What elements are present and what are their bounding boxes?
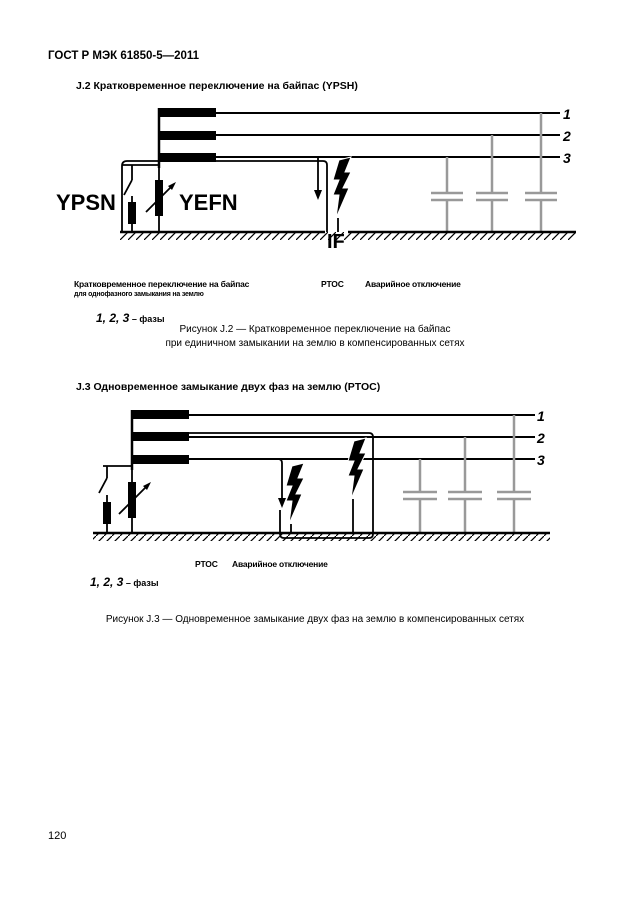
label-if: IF: [327, 231, 345, 253]
phase-number-1-j3: 1: [537, 408, 545, 424]
busbar-phase-3-j3: [133, 455, 189, 464]
phase-number-1: 1: [563, 106, 571, 122]
busbar-phase-2-j3: [133, 432, 189, 441]
legend-ptoc-j2: PTOC: [321, 279, 344, 289]
figure-caption-j2: Рисунок J.2 — Кратковременное переключение на байпас при единичном замыкании на землю в компенсированных сетях: [165, 324, 465, 349]
page-number: 120: [48, 830, 67, 842]
document-header: ГОСТ Р МЭК 61850-5—2011: [48, 50, 200, 62]
resistor-j3: [103, 502, 111, 524]
legend-ptoc-desc-j3: Аварийное отключение: [232, 559, 328, 569]
section-j2-heading: J.2 Кратковременное переключение на байпас (YPSH): [76, 80, 358, 92]
busbar-phase-1-j3: [133, 410, 189, 419]
label-ypsn: YPSN: [56, 190, 116, 215]
legend-ptoc-j3: PTOC: [195, 559, 218, 569]
legend-ptoc-desc-j2: Аварийное отключение: [365, 279, 461, 289]
phase-number-3: 3: [563, 150, 571, 166]
phase-number-2-j3: 2: [537, 430, 545, 446]
legend-ypsh-line1: Кратковременное переключение на байпас: [74, 279, 250, 289]
figure-caption-j3: Рисунок J.3 — Одновременное замыкание двух фаз на землю в компенсированных сетях: [105, 614, 525, 625]
section-j3-heading: J.3 Одновременное замыкание двух фаз на землю (PTOC): [76, 381, 381, 393]
phases-note-j3: 1, 2, 3 – фазы: [90, 575, 159, 589]
fault-lightning-j3-a: [286, 463, 304, 524]
fault-lightning-j3-b: [348, 438, 366, 499]
legend-ypsh-line2: для однофазного замыкания на землю: [74, 291, 204, 298]
phase-number-2: 2: [563, 128, 571, 144]
line-capacitances-j3: [403, 415, 531, 533]
phases-note-j2: 1, 2, 3 – фазы: [96, 311, 165, 325]
phase-number-3-j3: 3: [537, 452, 545, 468]
fault-loop-j3: [189, 433, 373, 538]
label-yefn: YEFN: [179, 190, 238, 215]
